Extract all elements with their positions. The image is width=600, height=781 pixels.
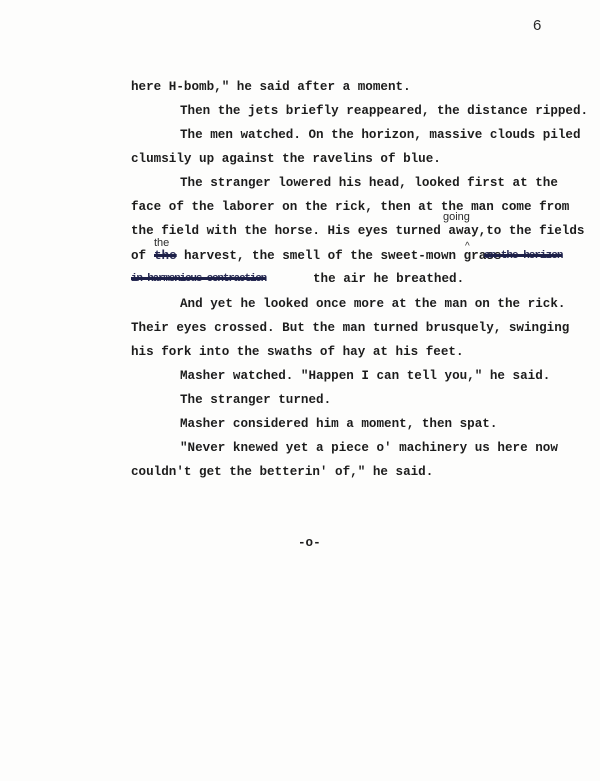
struck-text-line-8: on the horizon — [484, 250, 563, 262]
struck-word-the: the — [154, 249, 177, 263]
text-line-8-mid: harvest, the smell of the sweet-mown grass — [184, 249, 502, 263]
text-line-11: Their eyes crossed. But the man turned brusquely, swinging — [131, 321, 570, 335]
text-line-9-end: the air he breathed. — [313, 272, 465, 286]
text-line-4: clumsily up against the ravelins of blue. — [131, 152, 441, 166]
text-line-13: Masher watched. "Happen I can tell you," he said. — [180, 369, 551, 383]
text-line-5: The stranger lowered his head, looked first at the — [180, 176, 558, 190]
insertion-caret: ^ — [465, 241, 470, 252]
text-line-12: his fork into the swaths of hay at his feet. — [131, 345, 464, 359]
text-line-16: "Never knewed yet a piece o' machinery us here now — [180, 441, 558, 455]
section-separator: -o- — [298, 536, 321, 550]
text-line-14: The stranger turned. — [180, 393, 332, 407]
text-line-8-start: of — [131, 249, 147, 263]
text-line-17: couldn't get the betterin' of," he said. — [131, 465, 434, 479]
text-line-1: here H-bomb," he said after a moment. — [131, 80, 411, 94]
insertion-the: the — [154, 237, 170, 249]
page-number: 6 — [533, 17, 542, 34]
text-line-10: And yet he looked once more at the man on the rick. — [180, 297, 566, 311]
insertion-going: going — [443, 211, 470, 223]
text-line-3: The men watched. On the horizon, massive clouds piled — [180, 128, 581, 142]
text-line-6: face of the laborer on the rick, then at the man come from — [131, 200, 570, 214]
text-line-7: the field with the horse. His eyes turned away,to the fields — [131, 224, 585, 238]
text-line-2: Then the jets briefly reappeared, the distance ripped. — [180, 104, 589, 118]
struck-text-line-9: in harmonious contraction — [131, 273, 267, 285]
text-line-15: Masher considered him a moment, then spat. — [180, 417, 498, 431]
